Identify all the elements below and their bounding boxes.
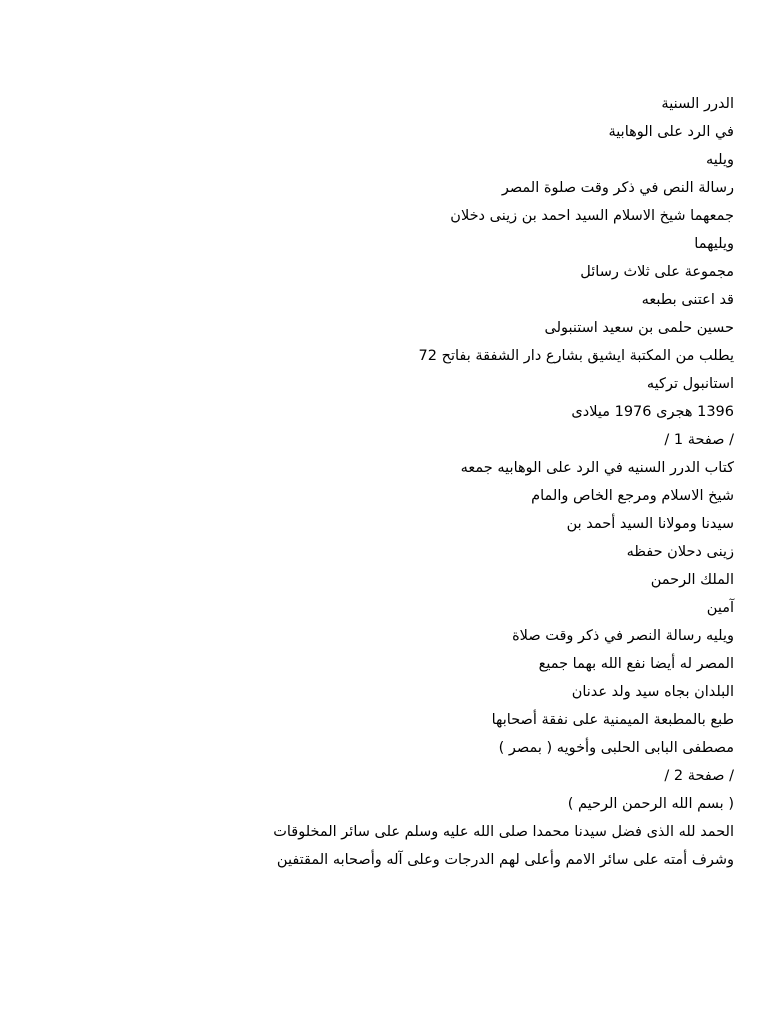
text-line: ويليهما <box>694 236 734 252</box>
text-line: ويليه رسالة النصر في ذكر وقت صلاة <box>512 628 734 644</box>
text-line: 1396 هجرى 1976 ميلادى <box>571 404 734 420</box>
text-line: ويليه <box>706 152 734 168</box>
text-line: وشرف أمته على سائر الامم وأعلى لهم الدرجات وعلى آله وأصحابه المقتفين <box>276 852 734 868</box>
text-line: مجموعة على ثلاث رسائل <box>580 264 734 280</box>
text-line: البلدان بجاه سيد ولد عدنان <box>571 684 734 700</box>
text-line: الدرر السنية <box>661 96 734 112</box>
text-line: استانبول تركيه <box>646 376 734 392</box>
text-line: الحمد لله الذى فضل سيدنا محمدا صلى الله عليه وسلم على سائر المخلوقات <box>273 824 734 840</box>
document-text <box>34 90 734 874</box>
text-line: جمعهما شيخ الاسلام السيد احمد بن زينى دخلان <box>450 208 734 224</box>
page-marker: / صفحة 1 / <box>664 432 734 448</box>
text-line: رسالة النص في ذكر وقت صلوة المصر <box>501 180 734 196</box>
text-line: سيدنا ومولانا السيد أحمد بن <box>566 516 734 532</box>
text-line: يطلب من المكتبة ايشيق بشارع دار الشفقة بفاتح 72 <box>418 348 734 364</box>
text-line: طبع بالمطبعة الميمنية على نفقة أصحابها <box>491 712 734 728</box>
text-line: في الرد على الوهابية <box>608 124 734 140</box>
text-line: كتاب الدرر السنيه في الرد على الوهابيه جمعه <box>460 460 734 476</box>
text-line: قد اعتنى بطبعه <box>641 292 734 308</box>
text-line: مصطفى البابى الحلبى وأخويه ( بمصر ) <box>498 740 734 756</box>
text-line: آمين <box>706 600 734 616</box>
page-marker: / صفحة 2 / <box>664 768 734 784</box>
text-line: المصر له أيضا نفع الله بهما جميع <box>538 656 734 672</box>
text-line: الملك الرحمن <box>650 572 734 588</box>
text-line: حسين حلمى بن سعيد استنبولى <box>544 320 734 336</box>
text-line: ( بسم الله الرحمن الرحيم ) <box>567 796 734 812</box>
text-line: زينى دحلان حفظه <box>626 544 734 560</box>
text-line: شيخ الاسلام ومرجع الخاص والمام <box>531 488 734 504</box>
